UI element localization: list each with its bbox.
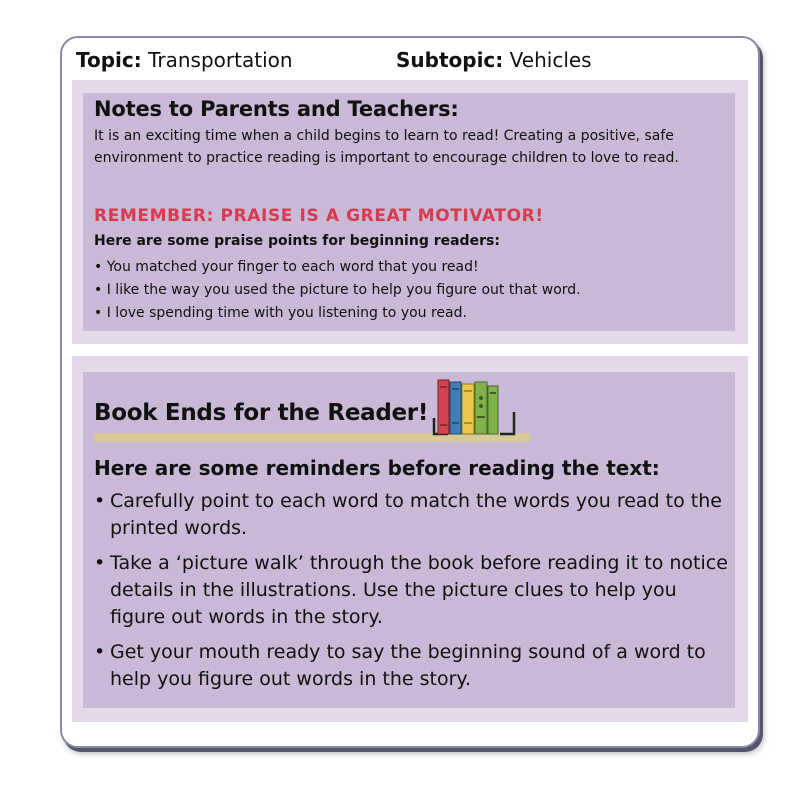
reminder-item: • Take a ‘picture walk’ through the book before reading it to notice details in the illustrations. Use the picture clues to help you figure out words in the story. bbox=[94, 550, 734, 631]
bookends-title: Book Ends for the Reader! bbox=[94, 400, 429, 426]
notes-body: It is an exciting time when a child begins to learn to read! Creating a positive, safe environment to practice reading is important to encourage children to love to read. bbox=[94, 128, 679, 166]
topic-value: Transportation bbox=[148, 48, 293, 72]
praise-item: • I like the way you used the picture to help you figure out that word. bbox=[94, 279, 581, 302]
praise-item: • You matched your finger to each word that you read! bbox=[94, 256, 581, 279]
remember-heading: REMEMBER: PRAISE IS A GREAT MOTIVATOR! bbox=[94, 206, 544, 226]
praise-list bbox=[94, 256, 581, 325]
subtopic-value: Vehicles bbox=[509, 48, 592, 72]
topic bbox=[76, 48, 293, 72]
reminders-list bbox=[94, 488, 734, 701]
topic-label: Topic: bbox=[76, 48, 142, 72]
subtopic-label: Subtopic: bbox=[396, 48, 504, 72]
reminder-item: • Get your mouth ready to say the beginning sound of a word to help you figure out words in the story. bbox=[94, 639, 734, 693]
praise-item: • I love spending time with you listening to you read. bbox=[94, 302, 581, 325]
notes-title: Notes to Parents and Teachers: bbox=[94, 97, 459, 121]
subtopic bbox=[396, 48, 592, 72]
reminders-title: Here are some reminders before reading the text: bbox=[94, 456, 660, 480]
praise-intro: Here are some praise points for beginning readers: bbox=[94, 233, 500, 249]
reminder-item: • Carefully point to each word to match the words you read to the printed words. bbox=[94, 488, 734, 542]
books-on-shelf-icon bbox=[426, 378, 522, 436]
